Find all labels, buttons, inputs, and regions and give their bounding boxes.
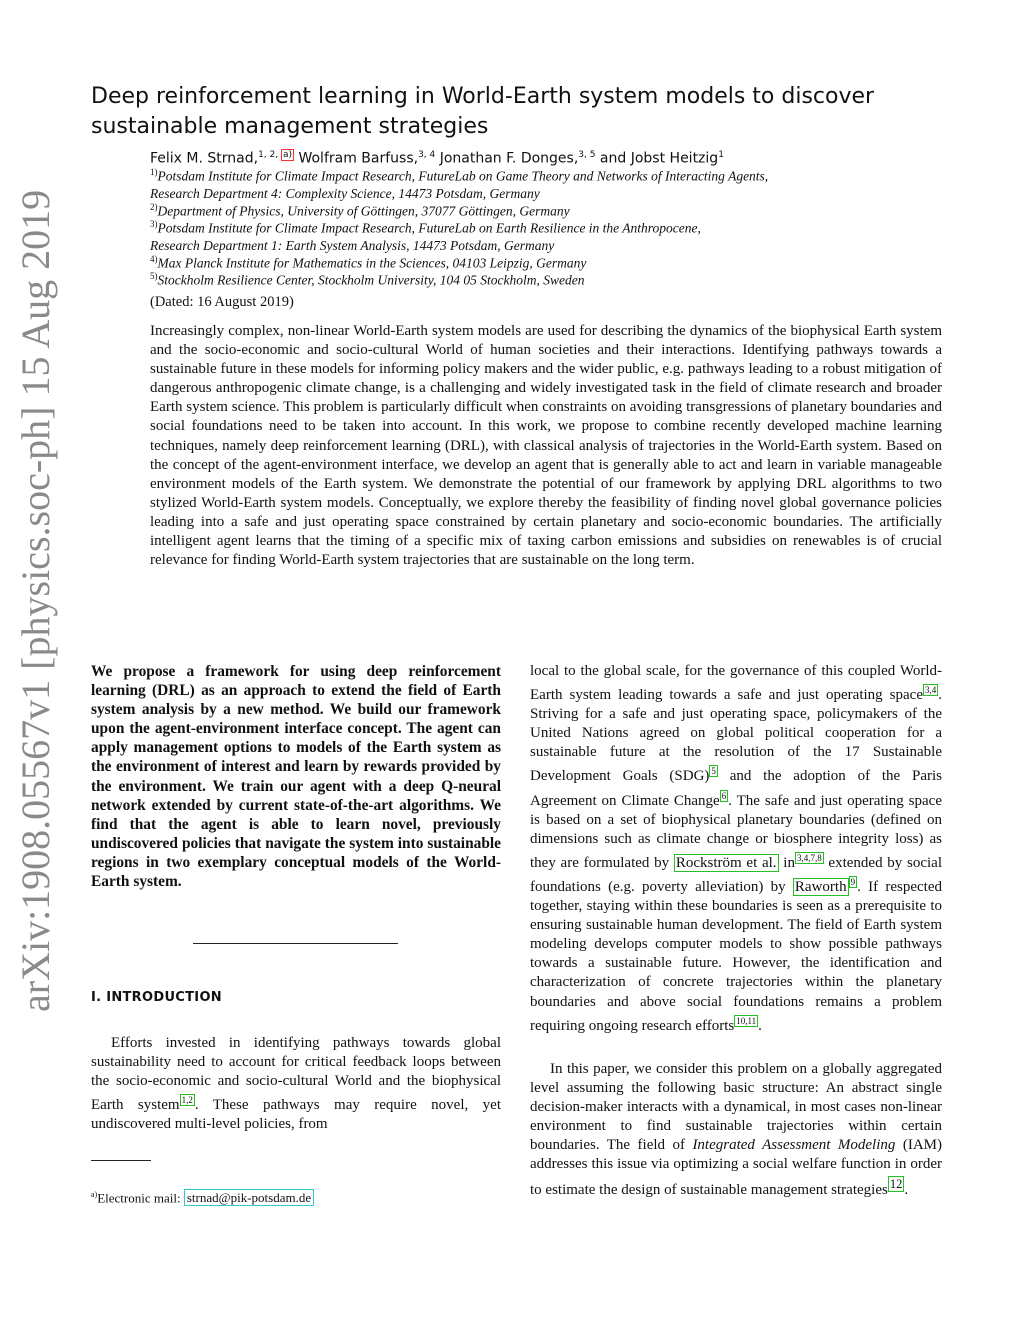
citation-link[interactable]: 12: [889, 1176, 903, 1191]
affiliation-3: $^{3)}$Potsdam Institute for Climate Impact Research, FutureLab on Earth Resilience in the Anthropocene, Research Department 1: Earth System Analysis, 14473 Potsdam, Germany: [150, 219, 701, 253]
citation-link[interactable]: 1,2: [181, 1095, 193, 1106]
citation-link[interactable]: 6: [721, 790, 727, 801]
raworth-link[interactable]: Raworth: [794, 878, 847, 895]
separator-rule: [193, 943, 398, 944]
email-link[interactable]: strnad@pik-potsdam.de: [184, 1189, 314, 1206]
affiliation-4: $^{4)}$Max Planck Institute for Mathematics in the Sciences, 04103 Leipzig, Germany: [150, 254, 587, 271]
author-heitzig: and Jobst Heitzig: [595, 150, 719, 167]
paper-title: Deep reinforcement learning in World-Earth system models to discover sustainable management strategies: [91, 84, 875, 139]
footnote: $^{a)}$Electronic mail: strnad@pik-potsdam.de: [91, 1190, 314, 1206]
citation-link[interactable]: 3,4: [925, 685, 937, 696]
author-barfuss: Wolfram Barfuss,: [294, 150, 419, 167]
citation-link[interactable]: 10,11: [736, 1015, 757, 1026]
affiliation-5: $^{5)}$Stockholm Resilience Center, Stockholm University, 104 05 Stockholm, Sweden: [150, 271, 585, 288]
author-affil-sup: 1, 2,: [258, 150, 281, 160]
intro-paragraph-2: local to the global scale, for the governance of this coupled World-Earth system leading towards a safe and just operating space $^{3,4}$ . Striving for a safe and just operating space, policymakers of the United Nations agreed on global political cooperation for a sustainable future at the resolution of the 17 Sustainable Development Goals (SDG) $^5$ and the adoption of the Paris Agreement on Climate Change $^6$ . The safe and just operating space is based on a set of biophysical planetary boundaries (defined on dimensions such as climate change or biosphere integrity loss) as they are formulated by Rockström et al. in $^{3,4,7,8}$ extended by social foundations (e.g. poverty alleviation) by Raworth $^9$ . If respected together, staying within these boundaries is seen as a prerequisite to ensuring sustainable human development. The field of Earth system modeling develops computer models to show possible pathways towards a sustainable future. However, the identification and characterization of concrete trajectories within the planetary boundaries and above social foundations remains a problem requiring ongoing research efforts $^{10,11}$ .: [530, 663, 943, 1034]
author-donges: Jonathan F. Donges,: [435, 150, 579, 167]
footnote-rule: [91, 1160, 151, 1161]
author-affil-sup: 1: [718, 150, 724, 160]
author-affil-sup: 3, 4: [418, 150, 436, 160]
intro-paragraph-1: Efforts invested in identifying pathways towards global sustainability need to account for critical feedback loops between the socio-economic and socio-cultural World and the biophysical Earth system $^{1,2}$ . These pathways may require novel, yet undiscovered multi-level policies, from: [91, 1035, 501, 1133]
author-affil-sup: 3, 5: [578, 150, 596, 160]
affiliation-2: $^{2)}$Department of Physics, University of Göttingen, 37077 Göttingen, Germany: [150, 202, 570, 219]
footnote-link-a[interactable]: a): [282, 150, 293, 160]
abstract: Increasingly complex, non-linear World-Earth system models are used for describing the dynamics of the biophysical Earth system and the socio-economic and socio-cultural World of human societies and their interactions. Identifying pathways towards a sustainable future in these models for informing policy makers and the wider public, e.g. pathways leading to a robust mitigation of dangerous anthropogenic climate change, is a challenging and widely investigated task in the field of climate research and broader Earth system science. This problem is particularly difficult when constraints on avoiding transgressions of planetary boundaries and social foundations need to be taken into account. In this work, we propose to combine recently developed machine learning techniques, namely deep reinforcement learning (DRL), with classical analysis of trajectories in the World-Earth system. Based on the concept of the agent-environment interface, we develop an agent that is generally able to act and learn in variable manageable environment models of the Earth system. We demonstrate the potential of our framework by applying DRL algorithms to two stylized World-Earth system models. Conceptually, we explore thereby the feasibility of finding novel global governance policies leading into a safe and just operating space constrained by certain planetary and socio-economic boundaries. The artificially intelligent agent learns that the timing of a specific mix of taxing carbon emissions and subsidies on renewables is of crucial relevance for finding World-Earth system trajectories that are sustainable on the long term.: [150, 323, 942, 569]
section-heading-introduction: I. INTRODUCTION: [91, 990, 222, 1005]
intro-paragraph-3: In this paper, we consider this problem on a globally aggregated level assuming the following basic structure: An abstract single decision-maker interacts with a dynamical, in most cases non-linear environment to find sustainable trajectories within certain boundaries. The field of Integrated Assessment Modeling (IAM) addresses this issue via optimizing a social welfare function in order to estimate the design of sustainable management strategies $^{12}$ .: [530, 1061, 943, 1198]
citation-link[interactable]: 3,4,7,8: [796, 852, 822, 863]
dated-line: (Dated: 16 August 2019): [150, 294, 294, 310]
affiliation-1: $^{1)}$Potsdam Institute for Climate Impact Research, FutureLab on Game Theory and Networks of Interacting Agents, Research Department 4: Complexity Science, 14473 Potsdam, Germany: [150, 167, 769, 201]
lay-summary: We propose a framework for using deep reinforcement learning (DRL) as an approach to extend the field of Earth system analysis by a new method. We build our framework upon the agent-environment interface concept. The agent can apply management options to models of the Earth system as the environment of interest and learn by rewards provided by the environment. We train our agent with a deep Q-neural network extended by current state-of-the-art algorithms. We find that the agent is able to learn novel, previously undiscovered policies that navigate the system into sustainable regions in two exemplary conceptual models of the World-Earth system.: [91, 663, 501, 891]
author-strnad: Felix M. Strnad,: [150, 150, 259, 167]
citation-link[interactable]: 9: [850, 876, 856, 887]
citation-link[interactable]: 5: [711, 766, 716, 777]
rockstrom-link[interactable]: Rockström et al.: [675, 854, 777, 871]
arxiv-identifier-stamp: arXiv:1908.05567v1 [physics.soc-ph] 15 Aug 2019: [13, 189, 58, 1012]
